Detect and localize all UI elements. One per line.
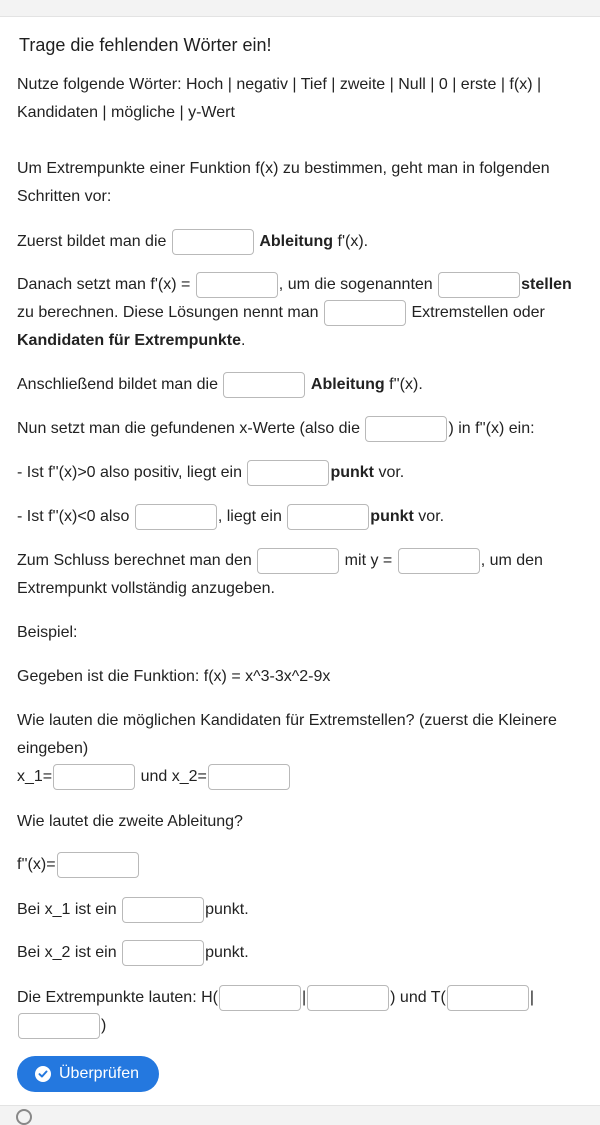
second-derivative-input[interactable] bbox=[57, 852, 139, 878]
question-second-derivative: Wie lautet die zweite Ableitung? bbox=[17, 813, 243, 830]
x2-input[interactable] bbox=[208, 764, 290, 790]
blank-input[interactable] bbox=[398, 548, 480, 574]
blank-input[interactable] bbox=[365, 416, 447, 442]
h-x-input[interactable] bbox=[219, 985, 301, 1011]
example-label: Beispiel: bbox=[17, 624, 78, 641]
blank-input[interactable] bbox=[287, 504, 369, 530]
blank-input[interactable] bbox=[438, 272, 520, 298]
x2-type-row: Bei x_2 ist ein punkt. bbox=[17, 939, 583, 967]
h-y-input[interactable] bbox=[307, 985, 389, 1011]
extrema-row: Die Extrempunkte lauten: H( | ) und T( | ) bbox=[17, 984, 583, 1040]
check-circle-icon bbox=[35, 1066, 51, 1082]
intro-text: Um Extrempunkte einer Funktion f(x) zu bestimmen, geht man in folgenden Schritten vor: bbox=[17, 160, 550, 205]
x1-input[interactable] bbox=[53, 764, 135, 790]
word-hint: Nutze folgende Wörter: Hoch | negativ | Tief | zweite | Null | 0 | erste | f(x) | Kandidaten | mögliche | y-Wert bbox=[17, 76, 542, 121]
blank-input[interactable] bbox=[196, 272, 278, 298]
radio-circle-icon bbox=[16, 1109, 32, 1125]
step-1: Zuerst bildet man die Ableitung f'(x). bbox=[17, 228, 583, 256]
step-2: Danach setzt man f'(x) = , um die sogenannten stellen zu berechnen. Diese Lösungen nennt man Extremstellen oder Kandidaten für Extrempunkte. bbox=[17, 271, 583, 355]
blank-input[interactable] bbox=[257, 548, 339, 574]
t-x-input[interactable] bbox=[447, 985, 529, 1011]
question-candidates: Wie lauten die möglichen Kandidaten für Extremstellen? (zuerst die Kleinere eingeben) x_1= und x_2= bbox=[17, 707, 583, 791]
step-4: Nun setzt man die gefundenen x-Werte (also die ) in f''(x) ein: bbox=[17, 415, 583, 443]
x1-type-input[interactable] bbox=[122, 897, 204, 923]
blank-input[interactable] bbox=[223, 372, 305, 398]
x1-type-row: Bei x_1 ist ein punkt. bbox=[17, 896, 583, 924]
exercise-title: Trage die fehlenden Wörter ein! bbox=[19, 35, 272, 55]
check-button[interactable] bbox=[17, 1056, 159, 1092]
t-y-input[interactable] bbox=[18, 1013, 100, 1039]
blank-input[interactable] bbox=[172, 229, 254, 255]
second-derivative-row: f''(x)= bbox=[17, 851, 583, 879]
step-5: - Ist f''(x)>0 also positiv, liegt ein punkt vor. bbox=[17, 459, 583, 487]
blank-input[interactable] bbox=[135, 504, 217, 530]
example-given: Gegeben ist die Funktion: f(x) = x^3-3x^2-9x bbox=[17, 668, 331, 685]
step-3: Anschließend bildet man die Ableitung f''(x). bbox=[17, 371, 583, 399]
step-6: - Ist f''(x)<0 also , liegt ein punkt vor. bbox=[17, 503, 583, 531]
check-button-label: Überprüfen bbox=[59, 1065, 140, 1082]
blank-input[interactable] bbox=[247, 460, 329, 486]
step-7: Zum Schluss berechnet man den mit y = , um den Extrempunkt vollständig anzugeben. bbox=[17, 547, 583, 603]
x2-type-input[interactable] bbox=[122, 940, 204, 966]
page-footer-strip bbox=[0, 1106, 600, 1115]
blank-input[interactable] bbox=[324, 300, 406, 326]
